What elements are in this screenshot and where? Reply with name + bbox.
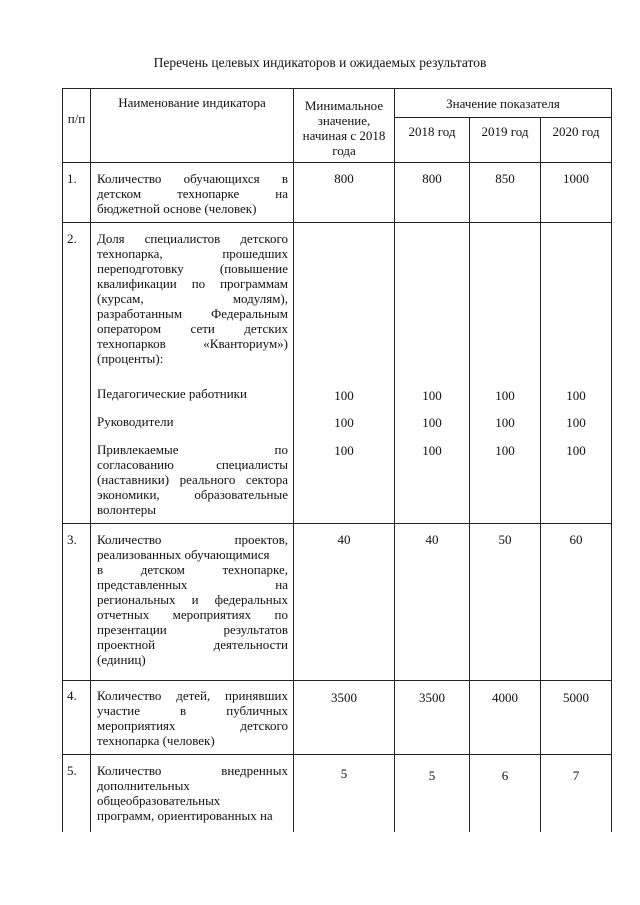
name-line [97, 637, 288, 652]
row-2-sub-3-name [97, 442, 288, 517]
word: представленных [97, 577, 188, 592]
word: принявших [225, 688, 288, 703]
row-2-num: 2. [67, 231, 77, 246]
header-min-line: Минимальное [304, 98, 384, 113]
row-5-num: 5. [67, 763, 77, 778]
word: Количество [97, 763, 162, 778]
row-2-sub-1-2020: 100 [566, 388, 586, 403]
name-line: реализованных обучающимися [97, 547, 270, 562]
name-line [97, 703, 288, 718]
word: специалисты [216, 457, 288, 472]
name-line [97, 171, 288, 186]
word: «Кванториум») [203, 336, 288, 351]
header-name: Наименование индикатора [118, 95, 266, 110]
row-2-sub-1-min: 100 [334, 388, 354, 403]
row-2-name [97, 231, 288, 366]
word: переподготовку [97, 261, 184, 276]
word: участие [97, 703, 140, 718]
row-4-2018: 3500 [419, 690, 445, 705]
word: публичных [226, 703, 288, 718]
name-line: волонтеры [97, 502, 157, 517]
page-title: Перечень целевых индикаторов и ожидаемых результатов [153, 55, 487, 70]
word: мероприятиях [97, 718, 176, 733]
word: программам [220, 276, 288, 291]
row-2-sub-2-2019: 100 [495, 415, 515, 430]
row-2-sub-2-min: 100 [334, 415, 354, 430]
word: детском [140, 562, 185, 577]
name-line [97, 532, 288, 547]
word: модулям), [232, 291, 288, 306]
row-5-min: 5 [340, 766, 348, 781]
name-line [97, 457, 288, 472]
row-5-name [97, 763, 288, 823]
row-5-2018: 5 [428, 768, 436, 783]
word: по [191, 276, 206, 291]
word: детском [97, 186, 142, 201]
word: экономики, [97, 487, 160, 502]
name-line [97, 261, 288, 276]
row-2-sub-3-min: 100 [334, 443, 354, 458]
header-min-line: года [332, 143, 356, 158]
header-min-line: значение, [317, 113, 371, 128]
row-3-2020: 60 [569, 532, 583, 547]
row-3-name [97, 532, 288, 667]
row-2-sub-1-2019: 100 [495, 388, 515, 403]
word: проектной [97, 637, 156, 652]
header-min-value [294, 98, 394, 158]
word: специалистов [144, 231, 221, 246]
name-line [97, 291, 288, 306]
row-2-sub-2-2018: 100 [422, 415, 442, 430]
row-5-2020: 7 [572, 768, 580, 783]
name-line [97, 336, 288, 351]
name-line [97, 472, 288, 487]
header-year-2020: 2020 год [552, 124, 600, 139]
word: проектов, [234, 532, 288, 547]
name-line [97, 688, 288, 703]
word: Доля [97, 231, 125, 246]
row-3-2018: 40 [425, 532, 439, 547]
word: детей, [176, 688, 211, 703]
name-line [97, 592, 288, 607]
row-1-num: 1. [67, 171, 77, 186]
word: презентации [97, 622, 167, 637]
word: согласованию [97, 457, 174, 472]
row-4-num: 4. [67, 688, 77, 703]
name-line [97, 306, 288, 321]
word: прошедших [222, 246, 288, 261]
header-value-group: Значение показателя [446, 96, 560, 111]
row-1-2020: 1000 [563, 171, 589, 186]
word: (повышение [219, 261, 288, 276]
name-line: программ, ориентированных на [97, 808, 273, 823]
row-1-min: 800 [334, 171, 354, 186]
word: сектора [245, 472, 288, 487]
header-min-line: начиная с 2018 [302, 128, 386, 143]
word: технопарка, [97, 246, 163, 261]
name-line: технопарка (человек) [97, 733, 215, 748]
word: на [275, 577, 288, 592]
word: (наставники) [97, 472, 170, 487]
word: в [281, 171, 288, 186]
word: технопарке, [222, 562, 288, 577]
row-4-name [97, 688, 288, 748]
word: на [275, 186, 288, 201]
name-line [97, 607, 288, 622]
header-num: п/п [67, 111, 86, 126]
row-2-sub-3-2020: 100 [566, 443, 586, 458]
name-line [97, 246, 288, 261]
header-year-2019: 2019 год [481, 124, 529, 139]
name-line [97, 487, 288, 502]
row-3-2019: 50 [498, 532, 512, 547]
name-line [97, 186, 288, 201]
name-line: дополнительных [97, 778, 190, 793]
row-2-sub-1-name: Педагогические работники [97, 386, 247, 401]
word: мероприятиях [172, 607, 252, 622]
word: отчетных [97, 607, 150, 622]
word: детского [240, 718, 288, 733]
word: результатов [223, 622, 288, 637]
word: федеральных [214, 592, 288, 607]
name-line: (проценты): [97, 351, 164, 366]
word: разработанным [97, 306, 183, 321]
name-line: бюджетной основе (человек) [97, 201, 257, 216]
row-2-sub-2-name: Руководители [97, 414, 174, 429]
row-2-sub-1-2018: 100 [422, 388, 442, 403]
word: обучающихся [183, 171, 260, 186]
word: Количество [97, 171, 162, 186]
word: квалификации [97, 276, 177, 291]
row-5-2019: 6 [501, 768, 509, 783]
name-line [97, 231, 288, 246]
row-3-num: 3. [67, 532, 77, 547]
word: Привлекаемые [97, 442, 179, 457]
row-4-2019: 4000 [492, 690, 518, 705]
row-2-sub-3-2018: 100 [422, 443, 442, 458]
row-1-2018: 800 [422, 171, 442, 186]
word: деятельности [213, 637, 288, 652]
word: по [274, 442, 288, 457]
name-line: (единиц) [97, 652, 146, 667]
name-line [97, 276, 288, 291]
word: сети [190, 321, 215, 336]
word: в [97, 562, 104, 577]
word: по [274, 607, 288, 622]
word: реального [179, 472, 236, 487]
name-line [97, 321, 288, 336]
row-2-sub-3-2019: 100 [495, 443, 515, 458]
name-line [97, 577, 288, 592]
name-line [97, 718, 288, 733]
row-4-2020: 5000 [563, 690, 589, 705]
word: детских [244, 321, 288, 336]
row-2-sub-2-2020: 100 [566, 415, 586, 430]
header-year-2018: 2018 год [408, 124, 456, 139]
word: технопарке [177, 186, 240, 201]
word: образовательные [194, 487, 288, 502]
word: внедренных [221, 763, 288, 778]
word: оператором [97, 321, 162, 336]
word: детского [240, 231, 288, 246]
word: технопарков [97, 336, 166, 351]
word: Количество [97, 688, 162, 703]
name-line: общеобразовательных [97, 793, 221, 808]
word: Федеральным [211, 306, 288, 321]
word: региональных [97, 592, 176, 607]
word: (курсам, [97, 291, 144, 306]
row-3-min: 40 [337, 532, 351, 547]
word: и [191, 592, 199, 607]
name-line [97, 442, 288, 457]
row-1-name [97, 171, 288, 216]
word: в [180, 703, 187, 718]
name-line [97, 622, 288, 637]
word: Количество [97, 532, 162, 547]
name-line [97, 763, 288, 778]
name-line [97, 562, 288, 577]
row-1-2019: 850 [495, 171, 515, 186]
row-4-min: 3500 [331, 690, 357, 705]
